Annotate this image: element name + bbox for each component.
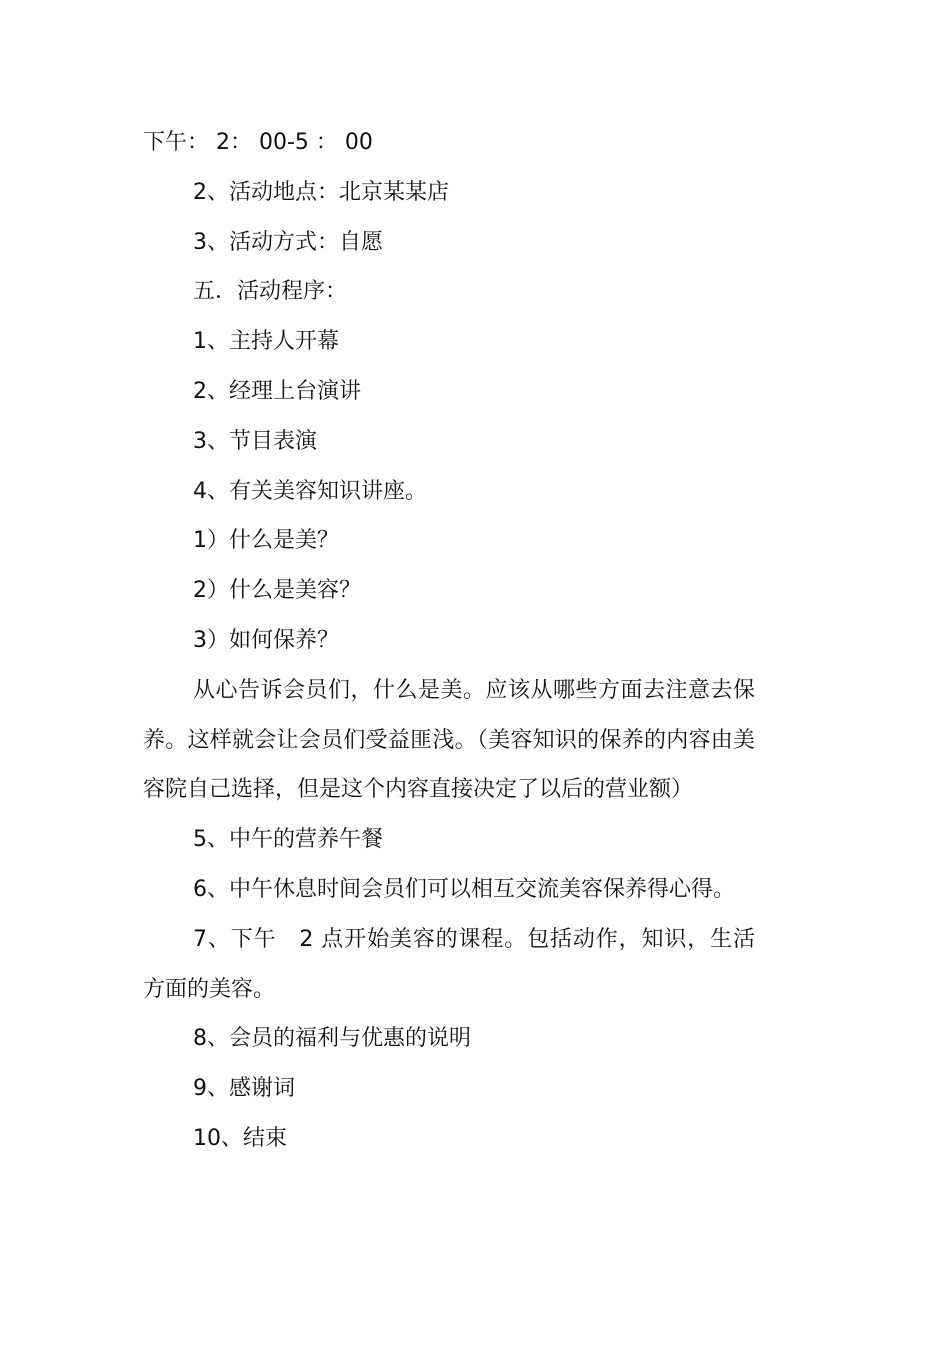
list-item: 3、节目表演 <box>193 428 317 454</box>
sub-list-item: 1）什么是美？ <box>193 528 339 554</box>
list-item: 3、活动方式：自愿 <box>193 229 383 255</box>
list-item: 8、会员的福利与优惠的说明 <box>193 1026 471 1052</box>
list-item: 1、主持人开幕 <box>193 329 339 355</box>
document-body <box>143 118 758 1164</box>
list-item: 2、活动地点：北京某某店 <box>193 179 449 205</box>
list-item-paragraph: 7、下午 2 点开始美容的课程。包括动作，知识，生活方面的美容。 <box>143 926 755 1002</box>
sub-list-item: 3）如何保养？ <box>193 627 339 653</box>
list-item: 4、有关美容知识讲座。 <box>193 478 427 504</box>
sub-list-item: 2）什么是美容？ <box>193 578 361 604</box>
time-line: 下午： 2： 00-5 ： 00 <box>143 130 373 155</box>
body-paragraph: 从心告诉会员们，什么是美。应该从哪些方面去注意去保养。这样就会让会员们受益匪浅。（美容知识的保养的内容由美容院自己选择，但是这个内容直接决定了以后的营业额） <box>143 677 755 803</box>
list-item: 2、经理上台演讲 <box>193 378 361 404</box>
list-item: 10、结束 <box>193 1125 287 1151</box>
list-item: 5、中午的营养午餐 <box>193 827 383 853</box>
section-heading: 五．活动程序： <box>193 279 348 305</box>
list-item: 9、感谢词 <box>193 1076 295 1102</box>
list-item: 6、中午休息时间会员们可以相互交流美容保养得心得。 <box>193 876 735 902</box>
